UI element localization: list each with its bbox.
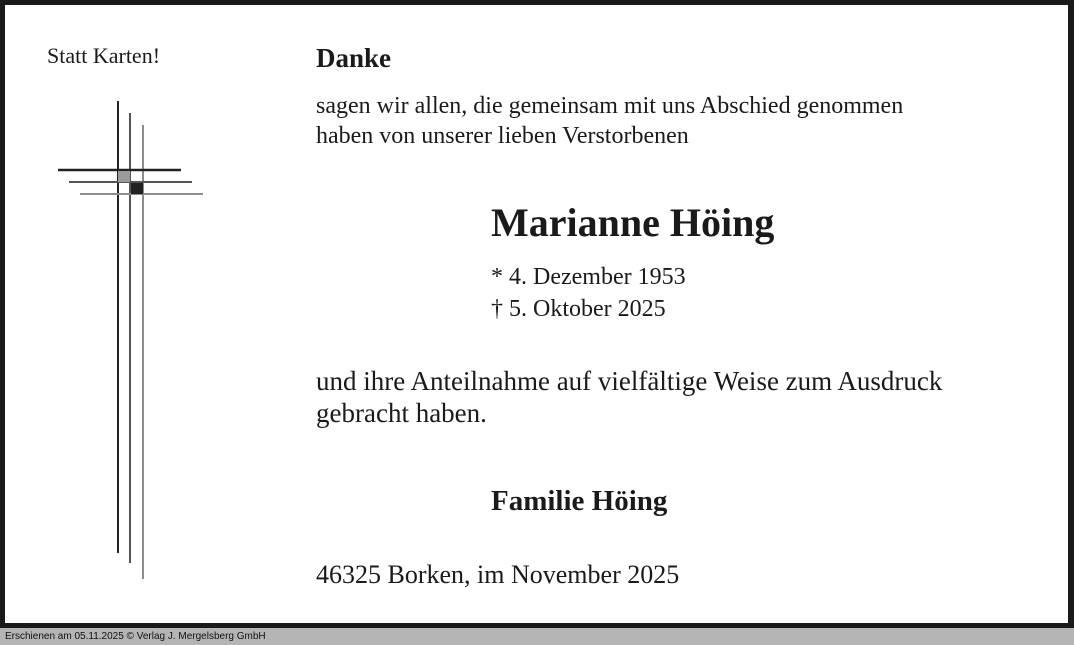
signature: Familie Höing bbox=[491, 485, 668, 517]
place-date: 46325 Borken, im November 2025 bbox=[316, 560, 680, 589]
deceased-name: Marianne Höing bbox=[491, 200, 775, 245]
outro-line: gebracht haben. bbox=[316, 398, 487, 428]
life-dates bbox=[491, 261, 686, 325]
heading: Danke bbox=[316, 43, 392, 73]
publication-footer: Erschienen am 05.11.2025 © Verlag J. Mergelsberg GmbH bbox=[0, 628, 1074, 645]
cross-icon bbox=[5, 5, 225, 605]
death-date: † 5. Oktober 2025 bbox=[491, 296, 666, 322]
outro-line: und ihre Anteilnahme auf vielfältige Weise zum Ausdruck bbox=[316, 366, 943, 396]
birth-date: * 4. Dezember 1953 bbox=[491, 264, 686, 290]
intro-text bbox=[316, 91, 903, 151]
statt-karten-label: Statt Karten! bbox=[47, 43, 161, 68]
intro-line: sagen wir allen, die gemeinsam mit uns Abschied genommen bbox=[316, 93, 904, 119]
outro-text bbox=[316, 365, 942, 429]
intro-line: haben von unserer lieben Verstorbenen bbox=[316, 123, 689, 149]
